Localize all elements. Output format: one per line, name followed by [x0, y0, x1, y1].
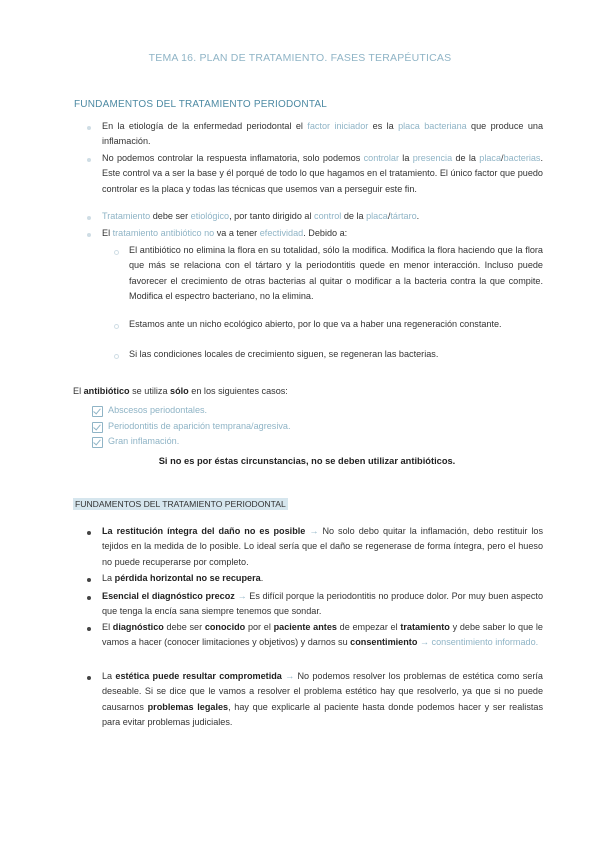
bullet-icon	[87, 578, 91, 582]
sub-bullet-icon	[114, 324, 119, 329]
sub-bullet-paragraph-2: Estamos ante un nicho ecológico abierto, por lo que va a haber una regeneración constante.	[129, 319, 502, 329]
item-paragraph-3: Esencial el diagnóstico precoz → Es difícil porque la periodontitis no produce dolor. Por muy buen aspecto que tenga la encía sana siempre tenemos que sondar.	[102, 591, 543, 617]
sub-bullet-icon	[114, 354, 119, 359]
antibiotic-intro: El antibiótico se utiliza sólo en los siguientes casos:	[73, 386, 288, 396]
bullet-icon	[87, 596, 91, 600]
sub-bullet-paragraph-1: El antibiótico no elimina la flora en su totalidad, sólo la modifica. Modifica la flora haciendo que la flora que más se relaciona con el tártaro y la periodontitis quede en menor interacción. Incluso puede favorecer el crecimiento de otras bacterias al quitar o modificar a la bacteria contra la que compite. Modifica el espectro bacteriano, no la elimina.	[129, 245, 543, 301]
sub-bullet-paragraph-3: Si las condiciones locales de crecimiento siguen, se regeneran las bacterias.	[129, 349, 439, 359]
bullet-icon	[87, 126, 91, 130]
item-paragraph-1: La restitución íntegra del daño no es posible → No solo debo quitar la inflamación, debo restituir los tejidos en la medida de lo posible. Lo ideal sería que el daño se regenerase de forma íntegra, pero el hueso no puede recuperarse por completo.	[102, 526, 543, 567]
section-heading-2: FUNDAMENTOS DEL TRATAMIENTO PERIODONTAL	[75, 499, 286, 509]
checklist-item-3: Gran inflamación.	[108, 436, 180, 446]
bullet-icon	[87, 216, 91, 220]
checkbox-icon	[92, 406, 103, 417]
bullet-icon	[87, 531, 91, 535]
bullet-paragraph-4: El tratamiento antibiótico no va a tener efectividad. Debido a:	[102, 228, 348, 238]
bullet-paragraph-2: No podemos controlar la respuesta inflamatoria, solo podemos controlar la presencia de la placa/bacterias. Este control va a ser la base y él porqué de todo lo que hagamos en el tratamiento. El único factor que puedo controlar es la placa y todas las técnicas que usemos van a perseguir este fin.	[102, 153, 544, 194]
bullet-paragraph-3: Tratamiento debe ser etiológico, por tanto dirigido al control de la placa/tártaro.	[102, 211, 420, 221]
antibiotic-note: Si no es por éstas circunstancias, no se deben utilizar antibióticos.	[158, 456, 456, 466]
page-title: TEMA 16. PLAN DE TRATAMIENTO. FASES TERAPÉUTICAS	[148, 52, 452, 64]
bullet-icon	[87, 158, 91, 162]
bullet-icon	[87, 676, 91, 680]
sub-bullet-icon	[114, 250, 119, 255]
checkbox-icon	[92, 437, 103, 448]
checklist-item-1: Abscesos periodontales.	[108, 405, 208, 415]
checklist-item-2: Periodontitis de aparición temprana/agresiva.	[108, 421, 291, 431]
section-heading-1: FUNDAMENTOS DEL TRATAMIENTO PERIODONTAL	[74, 99, 328, 110]
checkbox-icon	[92, 422, 103, 433]
bullet-paragraph-1: En la etiología de la enfermedad periodontal el factor iniciador es la placa bacteriana que produce una inflamación.	[102, 121, 543, 147]
item-paragraph-2: La pérdida horizontal no se recupera.	[102, 573, 264, 583]
bullet-icon	[87, 233, 91, 237]
item-paragraph-5: La estética puede resultar comprometida → No podemos resolver los problemas de estética como sería deseable. Si se dice que le vamos a resolver el problema estético hay que resolverlo, ya que si no puede causarnos problemas legales, hay que explicarle al paciente hasta donde podemos hacer y ser realistas para evitar problemas judiciales.	[102, 671, 544, 727]
item-paragraph-4: El diagnóstico debe ser conocido por el paciente antes de empezar el tratamiento y debe saber lo que le vamos a hacer (conocer limitaciones y objetivos) y darnos su consentimiento → consentimiento informado.	[102, 622, 543, 648]
bullet-icon	[87, 627, 91, 631]
